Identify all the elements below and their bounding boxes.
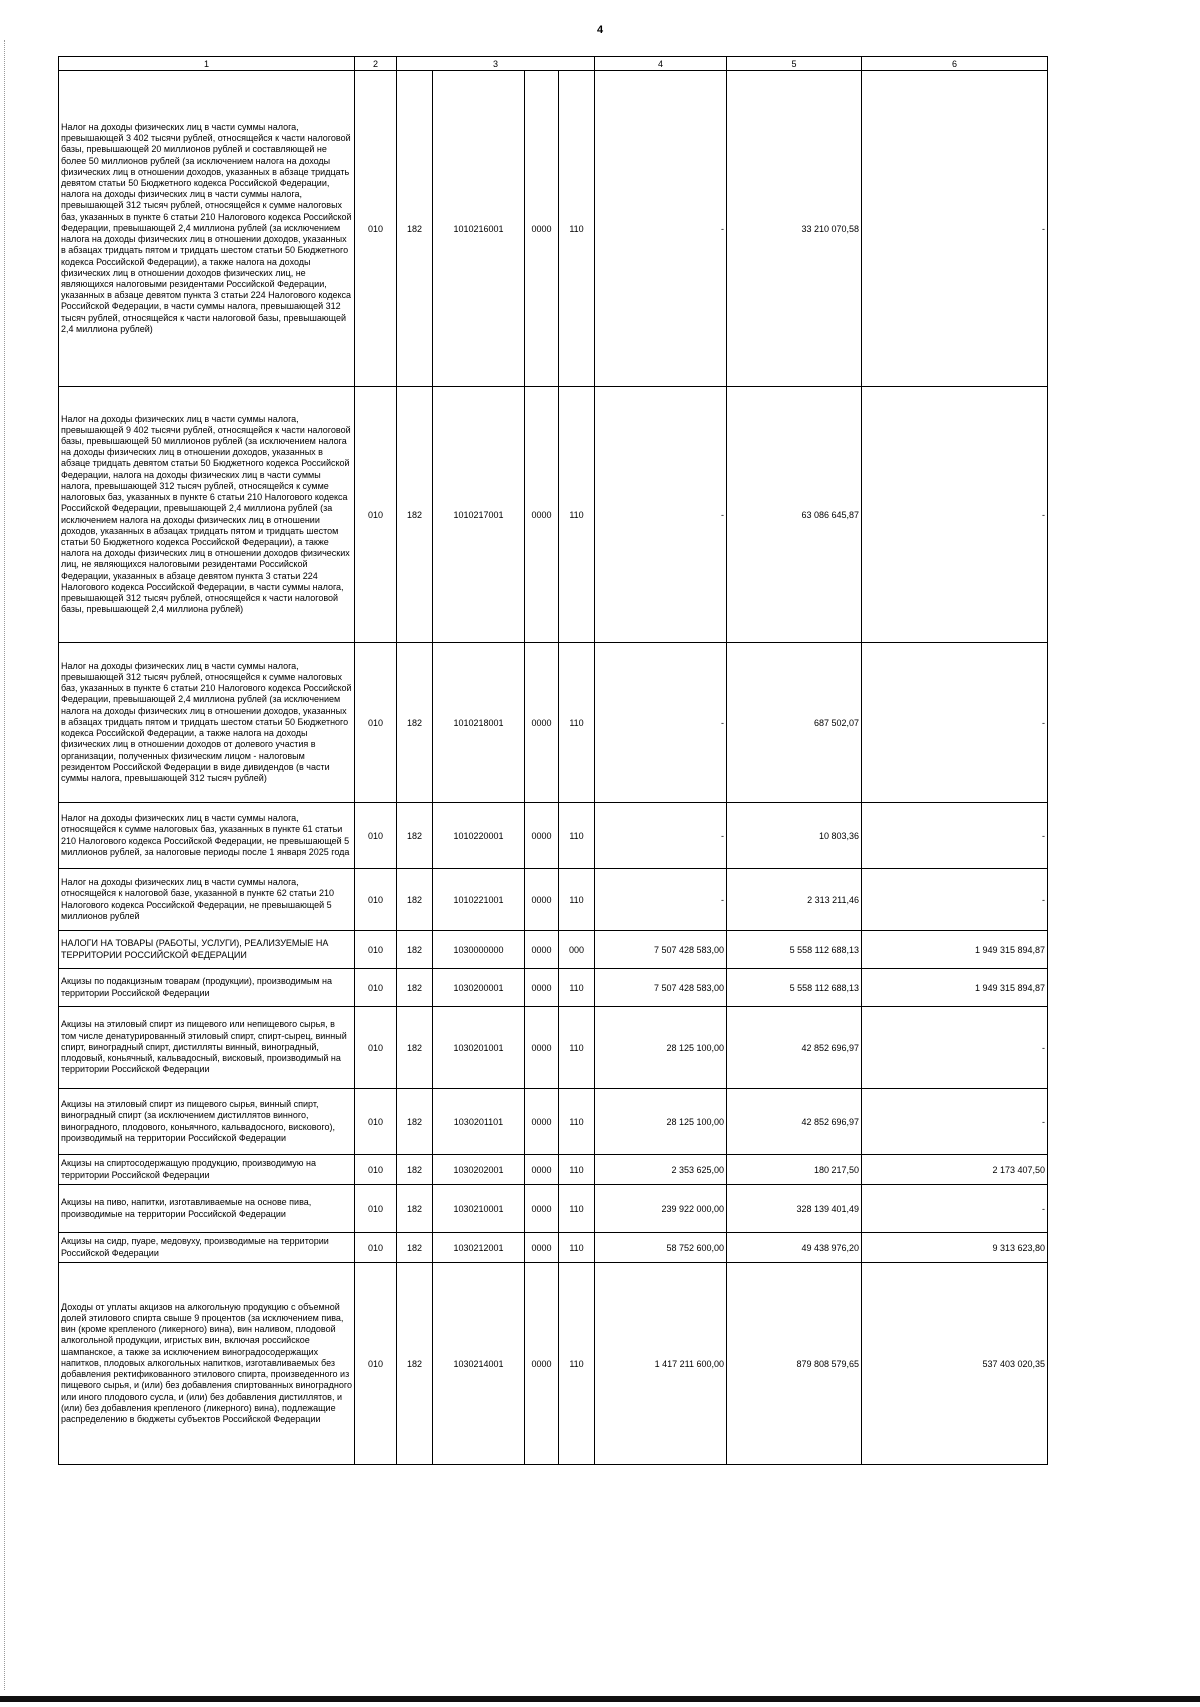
row-description: Налог на доходы физических лиц в части суммы налога, превышающей 3 402 тысячи рублей, относящейся к части налоговой базы, превышающей 20 миллионов рублей и составляющей не более 50 миллионов рублей (за исключением налога на доходы физических лиц в отношении доходов, указанных в абзаце тридцать девятом статьи 50 Бюджетного кодекса Российской Федерации, налога на доходы физических лиц в части суммы налога, превышающей 312 тысяч рублей, относящейся к сумме налоговых баз, указанных в пункте 6 статьи 210 Налогового кодекса Российской Федерации, превышающей 2,4 миллиона рублей (за исключением налога на доходы физических лиц в отношении доходов, указанных в абзацах тридцать пятом и тридцать шестом статьи 50 Бюджетного кодекса Российской Федерации), а также налога на доходы физических лиц в отношении доходов физических лиц, не являющихся налоговыми резидентами Российской Федерации, указанных в абзаце девятом пункта 3 статьи 224 Налогового кодекса Российской Федерации, в части суммы налога, превышающей 312 тысяч рублей, относящейся к части налоговой базы, превышающей 2,4 миллиона рублей) bbox=[59, 71, 355, 387]
unexecuted-amount: - bbox=[862, 869, 1048, 931]
economic-code: 110 bbox=[559, 1155, 595, 1185]
executed-amount: 5 558 112 688,13 bbox=[727, 969, 862, 1007]
chief-admin-code: 182 bbox=[397, 1089, 433, 1155]
classification-code: 1030000000 bbox=[433, 931, 525, 969]
admin-code: 010 bbox=[355, 387, 397, 643]
classification-code: 1030212001 bbox=[433, 1233, 525, 1263]
economic-code: 110 bbox=[559, 1185, 595, 1233]
row-description: Акцизы на этиловый спирт из пищевого или непищевого сырья, в том числе денатурированный этиловый спирт, спирт-сырец, винный спирт, виноградный спирт, дистилляты винный, виноградный, плодовый, коньячный, кальвадосный, висковый, производимый на территории Российской Федерации bbox=[59, 1007, 355, 1089]
unexecuted-amount: 1 949 315 894,87 bbox=[862, 931, 1048, 969]
subtype-code: 0000 bbox=[525, 931, 559, 969]
classification-code: 1030210001 bbox=[433, 1185, 525, 1233]
row-description: Акцизы на спиртосодержащую продукцию, производимую на территории Российской Федерации bbox=[59, 1155, 355, 1185]
unexecuted-amount: - bbox=[862, 803, 1048, 869]
economic-code: 110 bbox=[559, 969, 595, 1007]
executed-amount: 63 086 645,87 bbox=[727, 387, 862, 643]
approved-amount: - bbox=[595, 71, 727, 387]
classification-code: 1030201001 bbox=[433, 1007, 525, 1089]
row-description: Доходы от уплаты акцизов на алкогольную продукцию с объемной долей этилового спирта свыше 9 процентов (за исключением пива, вин (кроме крепленого (ликерного) вина), вин наливом, плодовой алкогольной продукции, игристых вин, включая российское шампанское, а также за исключением виноградосодержащих напитков, плодовых алкогольных напитков, изготавливаемых без добавления ректификованного этилового спирта, произведенного из пищевого сырья, и (или) без добавления спиртованных виноградного или иного плодового сусла, и (или) без добавления дистиллятов, и (или) без добавления крепленого (ликерного) вина), подлежащие распределению в бюджеты субъектов Российской Федерации bbox=[59, 1263, 355, 1465]
table-row bbox=[59, 643, 1048, 803]
table-row bbox=[59, 1155, 1048, 1185]
unexecuted-amount: - bbox=[862, 387, 1048, 643]
executed-amount: 10 803,36 bbox=[727, 803, 862, 869]
table-row bbox=[59, 1263, 1048, 1465]
chief-admin-code: 182 bbox=[397, 803, 433, 869]
economic-code: 110 bbox=[559, 1089, 595, 1155]
classification-code: 1030202001 bbox=[433, 1155, 525, 1185]
table-row bbox=[59, 71, 1048, 387]
economic-code: 110 bbox=[559, 803, 595, 869]
chief-admin-code: 182 bbox=[397, 1007, 433, 1089]
subtype-code: 0000 bbox=[525, 1233, 559, 1263]
unexecuted-amount: - bbox=[862, 1007, 1048, 1089]
admin-code: 010 bbox=[355, 1185, 397, 1233]
economic-code: 110 bbox=[559, 71, 595, 387]
classification-code: 1030201101 bbox=[433, 1089, 525, 1155]
approved-amount: 2 353 625,00 bbox=[595, 1155, 727, 1185]
executed-amount: 687 502,07 bbox=[727, 643, 862, 803]
row-description: Налог на доходы физических лиц в части суммы налога, относящейся к налоговой базе, указанной в пункте 62 статьи 210 Налогового кодекса Российской Федерации, не превышающей 5 миллионов рублей bbox=[59, 869, 355, 931]
row-description: Налог на доходы физических лиц в части суммы налога, относящейся к сумме налоговых баз, указанных в пункте 61 статьи 210 Налогового кодекса Российской Федерации, не превышающей 5 миллионов рублей, за налоговые периоды после 1 января 2025 года bbox=[59, 803, 355, 869]
unexecuted-amount: - bbox=[862, 71, 1048, 387]
approved-amount: - bbox=[595, 643, 727, 803]
admin-code: 010 bbox=[355, 1089, 397, 1155]
chief-admin-code: 182 bbox=[397, 387, 433, 643]
executed-amount: 42 852 696,97 bbox=[727, 1007, 862, 1089]
admin-code: 010 bbox=[355, 1007, 397, 1089]
unexecuted-amount: 537 403 020,35 bbox=[862, 1263, 1048, 1465]
subtype-code: 0000 bbox=[525, 803, 559, 869]
economic-code: 110 bbox=[559, 387, 595, 643]
table-row bbox=[59, 1007, 1048, 1089]
table-row bbox=[59, 803, 1048, 869]
header-col-4: 4 bbox=[595, 57, 727, 71]
economic-code: 110 bbox=[559, 1007, 595, 1089]
classification-code: 1010221001 bbox=[433, 869, 525, 931]
unexecuted-amount: - bbox=[862, 1185, 1048, 1233]
header-col-3: 3 bbox=[397, 57, 595, 71]
executed-amount: 42 852 696,97 bbox=[727, 1089, 862, 1155]
executed-amount: 180 217,50 bbox=[727, 1155, 862, 1185]
classification-code: 1010216001 bbox=[433, 71, 525, 387]
subtype-code: 0000 bbox=[525, 1007, 559, 1089]
economic-code: 000 bbox=[559, 931, 595, 969]
admin-code: 010 bbox=[355, 869, 397, 931]
table-row bbox=[59, 869, 1048, 931]
chief-admin-code: 182 bbox=[397, 931, 433, 969]
row-description: Акцизы на этиловый спирт из пищевого сырья, винный спирт, виноградный спирт (за исключением дистиллятов винного, виноградного, плодового, коньячного, кальвадосного, вискового), производимый на территории Российской Федерации bbox=[59, 1089, 355, 1155]
header-col-6: 6 bbox=[862, 57, 1048, 71]
chief-admin-code: 182 bbox=[397, 1263, 433, 1465]
unexecuted-amount: - bbox=[862, 643, 1048, 803]
row-description: Акцизы на пиво, напитки, изготавливаемые на основе пива, производимые на территории Российской Федерации bbox=[59, 1185, 355, 1233]
chief-admin-code: 182 bbox=[397, 71, 433, 387]
approved-amount: 7 507 428 583,00 bbox=[595, 931, 727, 969]
executed-amount: 2 313 211,46 bbox=[727, 869, 862, 931]
classification-code: 1030200001 bbox=[433, 969, 525, 1007]
chief-admin-code: 182 bbox=[397, 1155, 433, 1185]
chief-admin-code: 182 bbox=[397, 1233, 433, 1263]
table-row bbox=[59, 969, 1048, 1007]
page-number: 4 bbox=[596, 24, 604, 36]
admin-code: 010 bbox=[355, 1263, 397, 1465]
admin-code: 010 bbox=[355, 1233, 397, 1263]
classification-code: 1010218001 bbox=[433, 643, 525, 803]
classification-code: 1010220001 bbox=[433, 803, 525, 869]
subtype-code: 0000 bbox=[525, 969, 559, 1007]
row-description: Акцизы по подакцизным товарам (продукции), производимым на территории Российской Федерации bbox=[59, 969, 355, 1007]
economic-code: 110 bbox=[559, 1233, 595, 1263]
subtype-code: 0000 bbox=[525, 643, 559, 803]
executed-amount: 879 808 579,65 bbox=[727, 1263, 862, 1465]
admin-code: 010 bbox=[355, 931, 397, 969]
chief-admin-code: 182 bbox=[397, 869, 433, 931]
economic-code: 110 bbox=[559, 643, 595, 803]
unexecuted-amount: 9 313 623,80 bbox=[862, 1233, 1048, 1263]
admin-code: 010 bbox=[355, 71, 397, 387]
header-col-5: 5 bbox=[727, 57, 862, 71]
scan-bottom-bar bbox=[0, 1696, 1200, 1702]
admin-code: 010 bbox=[355, 803, 397, 869]
row-description: Акцизы на сидр, пуаре, медовуху, производимые на территории Российской Федерации bbox=[59, 1233, 355, 1263]
chief-admin-code: 182 bbox=[397, 969, 433, 1007]
subtype-code: 0000 bbox=[525, 1155, 559, 1185]
economic-code: 110 bbox=[559, 869, 595, 931]
table-row bbox=[59, 387, 1048, 643]
approved-amount: - bbox=[595, 869, 727, 931]
approved-amount: 58 752 600,00 bbox=[595, 1233, 727, 1263]
admin-code: 010 bbox=[355, 1155, 397, 1185]
unexecuted-amount: 2 173 407,50 bbox=[862, 1155, 1048, 1185]
table-row bbox=[59, 931, 1048, 969]
row-description: Налог на доходы физических лиц в части суммы налога, превышающей 9 402 тысячи рублей, относящейся к части налоговой базы, превышающей 50 миллионов рублей (за исключением налога на доходы физических лиц в отношении доходов, указанных в абзаце тридцать девятом статьи 50 Бюджетного кодекса Российской Федерации, налога на доходы физических лиц в части суммы налога, превышающей 312 тысяч рублей, относящейся к сумме налоговых баз, указанных в пункте 6 статьи 210 Налогового кодекса Российской Федерации, превышающей 2,4 миллиона рублей (за исключением налога на доходы физических лиц в отношении доходов, указанных в абзацах тридцать пятом и тридцать шестом статьи 50 Бюджетного кодекса Российской Федерации), а также налога на доходы физических лиц в отношении доходов физических лиц, не являющихся налоговыми резидентами Российской Федерации, указанных в абзаце девятом пункта 3 статьи 224 Налогового кодекса Российской Федерации, в части суммы налога, превышающей 312 тысяч рублей, относящейся к части налоговой базы, превышающей 2,4 миллиона рублей) bbox=[59, 387, 355, 643]
admin-code: 010 bbox=[355, 969, 397, 1007]
subtype-code: 0000 bbox=[525, 1089, 559, 1155]
subtype-code: 0000 bbox=[525, 387, 559, 643]
revenue-table bbox=[58, 56, 1048, 1465]
table-row bbox=[59, 1185, 1048, 1233]
approved-amount: 28 125 100,00 bbox=[595, 1089, 727, 1155]
header-col-2: 2 bbox=[355, 57, 397, 71]
header-row bbox=[59, 57, 1048, 71]
chief-admin-code: 182 bbox=[397, 1185, 433, 1233]
unexecuted-amount: 1 949 315 894,87 bbox=[862, 969, 1048, 1007]
executed-amount: 328 139 401,49 bbox=[727, 1185, 862, 1233]
chief-admin-code: 182 bbox=[397, 643, 433, 803]
approved-amount: 1 417 211 600,00 bbox=[595, 1263, 727, 1465]
approved-amount: 28 125 100,00 bbox=[595, 1007, 727, 1089]
approved-amount: 7 507 428 583,00 bbox=[595, 969, 727, 1007]
executed-amount: 33 210 070,58 bbox=[727, 71, 862, 387]
subtype-code: 0000 bbox=[525, 869, 559, 931]
unexecuted-amount: - bbox=[862, 1089, 1048, 1155]
row-description: НАЛОГИ НА ТОВАРЫ (РАБОТЫ, УСЛУГИ), РЕАЛИЗУЕМЫЕ НА ТЕРРИТОРИИ РОССИЙСКОЙ ФЕДЕРАЦИИ bbox=[59, 931, 355, 969]
subtype-code: 0000 bbox=[525, 1185, 559, 1233]
header-col-1: 1 bbox=[59, 57, 355, 71]
admin-code: 010 bbox=[355, 643, 397, 803]
executed-amount: 5 558 112 688,13 bbox=[727, 931, 862, 969]
scan-edge bbox=[4, 40, 6, 1690]
classification-code: 1030214001 bbox=[433, 1263, 525, 1465]
economic-code: 110 bbox=[559, 1263, 595, 1465]
subtype-code: 0000 bbox=[525, 71, 559, 387]
table-row bbox=[59, 1233, 1048, 1263]
row-description: Налог на доходы физических лиц в части суммы налога, превышающей 312 тысяч рублей, относящейся к сумме налоговых баз, указанных в пункте 6 статьи 210 Налогового кодекса Российской Федерации, превышающей 2,4 миллиона рублей (за исключением налога на доходы физических лиц в отношении доходов, указанных в абзацах тридцать пятом и тридцать шестом статьи 50 Бюджетного кодекса Российской Федерации, а также налога на доходы физических лиц в отношении доходов от долевого участия в организации, полученных физическим лицом - налоговым резидентом Российской Федерации в виде дивидендов (в части суммы налога, превышающей 312 тысяч рублей) bbox=[59, 643, 355, 803]
approved-amount: - bbox=[595, 803, 727, 869]
approved-amount: 239 922 000,00 bbox=[595, 1185, 727, 1233]
subtype-code: 0000 bbox=[525, 1263, 559, 1465]
classification-code: 1010217001 bbox=[433, 387, 525, 643]
table-row bbox=[59, 1089, 1048, 1155]
executed-amount: 49 438 976,20 bbox=[727, 1233, 862, 1263]
approved-amount: - bbox=[595, 387, 727, 643]
